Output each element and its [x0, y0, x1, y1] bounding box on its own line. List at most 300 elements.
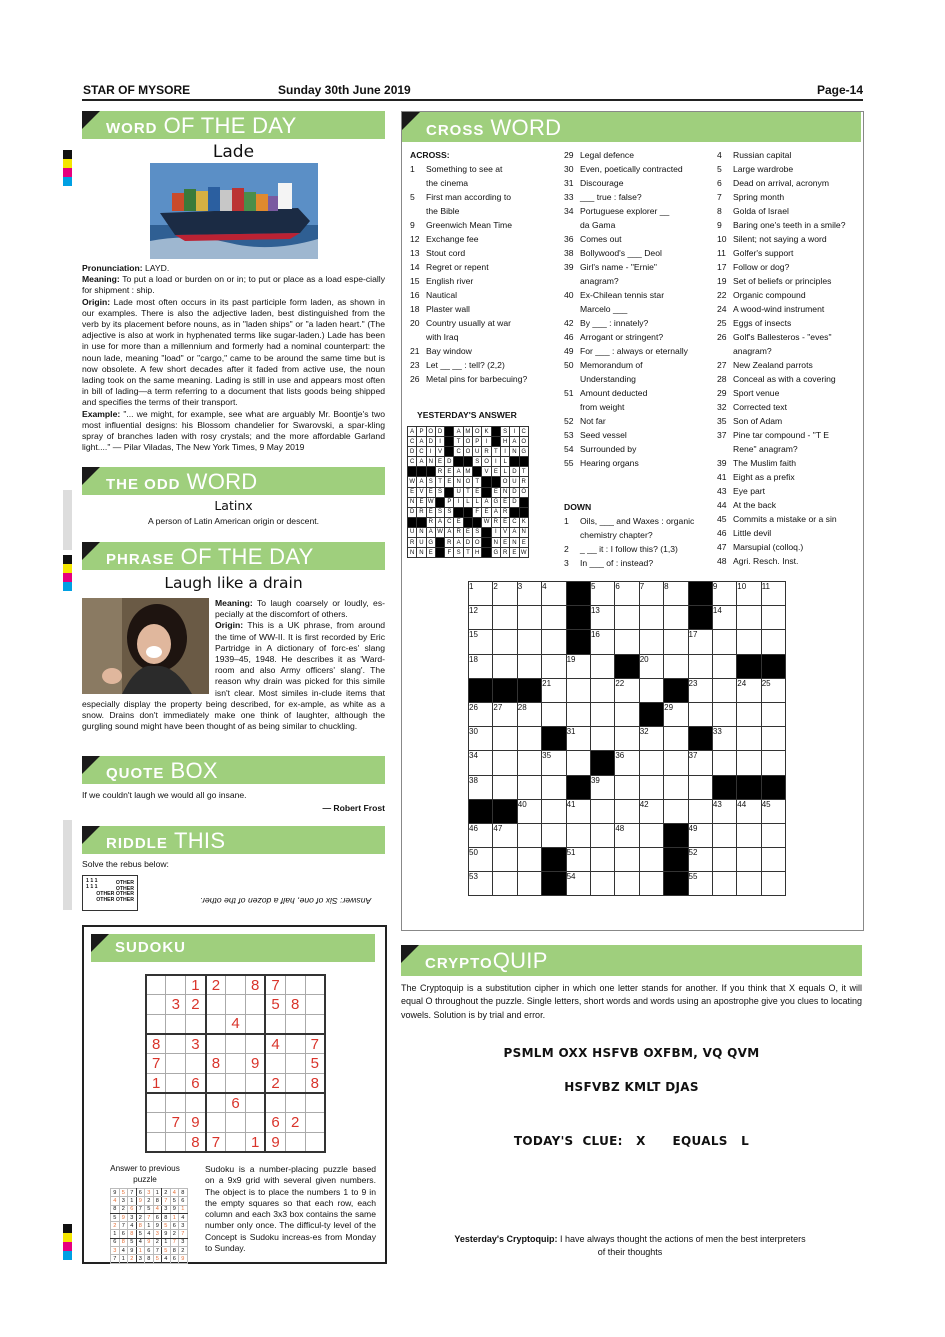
crossword-cell[interactable] — [712, 823, 736, 847]
crossword-cell[interactable] — [590, 872, 614, 896]
crossword-cell[interactable] — [664, 727, 688, 751]
clue-number: 23 — [410, 360, 420, 370]
clue-text: Seed vessel — [580, 430, 627, 440]
crossword-cell[interactable] — [688, 799, 712, 823]
answer-letter: O — [473, 538, 482, 548]
clue-line — [564, 372, 714, 386]
crossword-cell[interactable]: 32 — [639, 727, 663, 751]
sudoku-cell[interactable] — [166, 1034, 186, 1054]
crossword-cell[interactable] — [737, 727, 761, 751]
answer-cell: 2 — [136, 1213, 145, 1221]
crossword-cell[interactable]: 24 — [737, 678, 761, 702]
cryptoquip-desc: The Cryptoquip is a substitution cipher in which one letter stands for another. If you think that X equals O, it will equal O throughout the puzzle. Single letters, short words and words using an apostrophe give you clues to locating vowels. Solution is by trial and error. — [401, 983, 862, 1020]
crossword-cell[interactable] — [517, 606, 541, 630]
sudoku-cell[interactable] — [285, 1093, 305, 1113]
crossword-cell[interactable] — [639, 606, 663, 630]
crossword-cell[interactable]: 34 — [469, 751, 493, 775]
crossword-cell[interactable] — [517, 848, 541, 872]
crossword-cell[interactable]: 46 — [469, 823, 493, 847]
answer-letter: A — [417, 437, 426, 447]
answer-cell: 1 — [170, 1213, 179, 1221]
answer-letter: F — [445, 548, 454, 558]
crossword-cell[interactable]: 14 — [712, 606, 736, 630]
clue-number: 20 — [410, 318, 420, 328]
clue-line — [564, 542, 714, 556]
crossword-cell[interactable]: 45 — [761, 799, 785, 823]
across-clues-1 — [410, 162, 560, 386]
crossword-cell[interactable]: 44 — [737, 799, 761, 823]
sudoku-cell[interactable] — [186, 1014, 206, 1034]
answer-letter: I — [482, 437, 491, 447]
answer-cell: 5 — [111, 1213, 120, 1221]
black-square — [491, 437, 500, 447]
black-square — [435, 548, 444, 558]
crossword-cell[interactable] — [517, 630, 541, 654]
origin-text: Lade most often occurs in its past participle form laden, as shown in our examples. There is also the adjective laden, best distinguished from the verb by its placement before nouns, as in "laden ships" or "a laden heart." (The adjective is also at work in hyphenated terms like sugar-laden.) Lade has been in use for more than a millennium and formerly had a nominal counterpart: the noun lade, meaning "load" or "cargo," came to be around the same time but is now obsolete. A few short decades after it faded from active use, the noun lading took on the same meaning. Lading is still in use and appears most often in bill of lading—a term referring to a document that lists goods being shipped and specifies the terms of their transport. — [82, 296, 385, 408]
answer-cell: 7 — [119, 1222, 128, 1230]
crossword-cell[interactable] — [517, 654, 541, 678]
crossword-cell[interactable]: 29 — [664, 702, 688, 726]
answer-letter: N — [426, 457, 435, 467]
clue-number: 16 — [410, 290, 420, 300]
crossword-cell[interactable]: 25 — [761, 678, 785, 702]
sudoku-cell[interactable] — [166, 1073, 186, 1093]
clue-line — [564, 246, 714, 260]
crossword-cell[interactable] — [493, 727, 517, 751]
crossword-cell[interactable] — [639, 630, 663, 654]
crossword-cell[interactable]: 40 — [517, 799, 541, 823]
crossword-cell[interactable]: 37 — [688, 751, 712, 775]
phrase-meaning-label: Meaning: — [215, 598, 253, 608]
crossword-cell[interactable] — [542, 654, 566, 678]
crossword-cell[interactable] — [664, 775, 688, 799]
crossword-cell[interactable] — [542, 775, 566, 799]
clue-line — [564, 400, 714, 414]
crossword-cell[interactable] — [590, 799, 614, 823]
sudoku-cell[interactable] — [245, 1014, 265, 1034]
clue-line — [717, 456, 862, 470]
clue-text: Pine tar compound - "T E — [733, 430, 830, 440]
answer-letter: N — [408, 548, 417, 558]
crossword-cell[interactable]: 21 — [542, 678, 566, 702]
crossword-cell[interactable] — [542, 630, 566, 654]
sudoku-cell[interactable] — [206, 1034, 226, 1054]
crossword-cell[interactable] — [688, 654, 712, 678]
crossword-cell[interactable] — [493, 606, 517, 630]
answer-cell: 8 — [119, 1238, 128, 1246]
sudoku-cell[interactable] — [285, 1034, 305, 1054]
clue-line — [410, 162, 560, 176]
crossword-cell[interactable]: 2 — [493, 582, 517, 606]
answer-cell: 2 — [162, 1189, 171, 1197]
sudoku-cell[interactable] — [206, 1093, 226, 1113]
crossword-cell[interactable] — [761, 872, 785, 896]
phrase-banner — [82, 542, 385, 570]
crossword-cell[interactable] — [493, 872, 517, 896]
answer-cell: 2 — [145, 1197, 154, 1205]
crossword-cell[interactable]: 27 — [493, 702, 517, 726]
sudoku-cell[interactable] — [206, 1113, 226, 1133]
answer-letter: S — [435, 487, 444, 497]
crossword-cell[interactable]: 4 — [542, 582, 566, 606]
answer-letter: D — [435, 427, 444, 437]
crossword-cell[interactable] — [615, 630, 639, 654]
crossword-cell[interactable] — [639, 823, 663, 847]
crossword-cell[interactable]: 7 — [639, 582, 663, 606]
clue-number: 9 — [717, 220, 722, 230]
crossword-cell[interactable]: 33 — [712, 727, 736, 751]
crossword-cell[interactable] — [517, 751, 541, 775]
sudoku-cell[interactable] — [186, 1054, 206, 1074]
answer-letter: K — [519, 517, 528, 527]
clue-number: 50 — [564, 360, 574, 370]
crossword-cell[interactable]: 35 — [542, 751, 566, 775]
sudoku-cell[interactable] — [206, 1014, 226, 1034]
sudoku-cell[interactable] — [226, 1133, 246, 1153]
crossword-cell[interactable] — [664, 751, 688, 775]
crossword-cell[interactable]: 55 — [688, 872, 712, 896]
crossword-cell[interactable] — [737, 702, 761, 726]
crossword-cell[interactable] — [737, 823, 761, 847]
sudoku-cell[interactable] — [265, 1014, 285, 1034]
crossword-cell[interactable]: 8 — [664, 582, 688, 606]
crossword-cell[interactable]: 36 — [615, 751, 639, 775]
crossword-cell[interactable] — [737, 606, 761, 630]
crossword-cell[interactable] — [712, 630, 736, 654]
sudoku-cell[interactable] — [226, 1054, 246, 1074]
crossword-cell[interactable]: 20 — [639, 654, 663, 678]
crossword-cell[interactable]: 30 — [469, 727, 493, 751]
crossword-cell[interactable] — [615, 727, 639, 751]
clue-number: 1 — [564, 516, 569, 526]
crossword-cell[interactable]: 11 — [761, 582, 785, 606]
crossword-cell[interactable] — [712, 848, 736, 872]
crossword-cell[interactable]: 52 — [688, 848, 712, 872]
crossword-cell[interactable] — [566, 678, 590, 702]
sudoku-cell[interactable] — [245, 1113, 265, 1133]
sudoku-cell[interactable] — [305, 1014, 325, 1034]
crossword-cell[interactable] — [566, 751, 590, 775]
crossword-cell[interactable] — [493, 775, 517, 799]
clue-number: 8 — [717, 206, 722, 216]
clue-text: Golda of Israel — [733, 206, 789, 216]
answer-cell: 2 — [128, 1255, 137, 1263]
sudoku-cell[interactable] — [226, 1113, 246, 1133]
answer-letter: D — [510, 487, 519, 497]
crossword-cell[interactable] — [761, 606, 785, 630]
black-square — [542, 727, 566, 751]
sudoku-cell[interactable] — [285, 1133, 305, 1153]
phrase-banner-large: OF THE DAY — [180, 544, 314, 569]
answer-letter: A — [426, 527, 435, 537]
crossword-cell[interactable]: 1 — [469, 582, 493, 606]
sudoku-grid[interactable] — [145, 974, 326, 1153]
crossword-cell[interactable] — [615, 799, 639, 823]
crossword-cell[interactable] — [517, 775, 541, 799]
crossword-cell[interactable]: 18 — [469, 654, 493, 678]
crossword-cell[interactable]: 47 — [493, 823, 517, 847]
sudoku-cell[interactable] — [245, 1034, 265, 1054]
crossword-cell[interactable] — [493, 848, 517, 872]
crossword-cell[interactable]: 53 — [469, 872, 493, 896]
crossword-cell[interactable]: 12 — [469, 606, 493, 630]
crossword-cell[interactable] — [590, 678, 614, 702]
crossword-cell[interactable]: 9 — [712, 582, 736, 606]
crossword-cell[interactable]: 28 — [517, 702, 541, 726]
crossword-cell[interactable] — [615, 606, 639, 630]
sudoku-cell[interactable] — [166, 1093, 186, 1113]
crossword-cell[interactable] — [493, 654, 517, 678]
answer-cell: 7 — [128, 1189, 137, 1197]
crossword-cell[interactable] — [517, 823, 541, 847]
crossword-cell[interactable] — [664, 606, 688, 630]
clue-text: Organic compound — [733, 290, 806, 300]
sudoku-cell[interactable] — [146, 995, 166, 1015]
black-square — [445, 437, 454, 447]
crossword-cell[interactable] — [590, 823, 614, 847]
crossword-cell[interactable]: 49 — [688, 823, 712, 847]
sudoku-cell[interactable] — [265, 1054, 285, 1074]
wotd-word: Lade — [212, 142, 255, 162]
sudoku-cell[interactable] — [305, 975, 325, 995]
crossword-cell[interactable] — [712, 702, 736, 726]
crossword-cell[interactable] — [712, 654, 736, 678]
black-square — [519, 497, 528, 507]
clue-number: 36 — [564, 234, 574, 244]
clue-line — [717, 386, 862, 400]
sudoku-cell[interactable] — [285, 1014, 305, 1034]
answer-cell: 3 — [145, 1189, 154, 1197]
black-square — [445, 427, 454, 437]
sudoku-cell[interactable] — [305, 995, 325, 1015]
crossword-cell[interactable] — [737, 630, 761, 654]
answer-letter: I — [500, 447, 509, 457]
sudoku-cell[interactable] — [166, 975, 186, 995]
sudoku-cell: 9 — [186, 1113, 206, 1133]
clue-line — [410, 176, 560, 190]
answer-letter: D — [510, 467, 519, 477]
black-square — [445, 447, 454, 457]
sudoku-cell[interactable] — [146, 1113, 166, 1133]
crossword-cell[interactable]: 19 — [566, 654, 590, 678]
crossword-cell[interactable] — [664, 654, 688, 678]
answer-cell: 9 — [145, 1238, 154, 1246]
answer-letter: I — [510, 427, 519, 437]
answer-cell: 5 — [153, 1255, 162, 1263]
crossword-cell[interactable] — [517, 727, 541, 751]
crossword-cell[interactable] — [639, 751, 663, 775]
crossword-cell[interactable]: 3 — [517, 582, 541, 606]
crossword-cell[interactable] — [493, 630, 517, 654]
crossword-cell[interactable]: 48 — [615, 823, 639, 847]
answer-letter: E — [491, 487, 500, 497]
crossword-cell[interactable] — [615, 872, 639, 896]
sudoku-cell: 2 — [206, 975, 226, 995]
crossword-cell[interactable]: 51 — [566, 848, 590, 872]
crossword-cell[interactable] — [761, 751, 785, 775]
clue-text: Spring month — [733, 192, 785, 202]
answer-letter: R — [500, 507, 509, 517]
crossword-cell[interactable] — [712, 872, 736, 896]
crossword-cell[interactable] — [566, 823, 590, 847]
clue-line — [717, 470, 862, 484]
crossword-cell[interactable]: 31 — [566, 727, 590, 751]
sudoku-cell[interactable] — [226, 975, 246, 995]
crossword-cell[interactable]: 38 — [469, 775, 493, 799]
clue-number: 55 — [564, 458, 574, 468]
clue-line — [717, 358, 862, 372]
crossword-cell[interactable] — [590, 848, 614, 872]
crossword-cell[interactable] — [688, 775, 712, 799]
answer-cell: 6 — [119, 1230, 128, 1238]
crossword-cell[interactable]: 43 — [712, 799, 736, 823]
sudoku-cell[interactable] — [265, 1093, 285, 1113]
crossword-cell[interactable] — [542, 799, 566, 823]
black-square — [469, 678, 493, 702]
crossword-cell[interactable] — [639, 872, 663, 896]
crossword-cell[interactable] — [615, 848, 639, 872]
crossword-cell[interactable] — [542, 702, 566, 726]
sudoku-cell[interactable] — [226, 1034, 246, 1054]
crossword-cell[interactable] — [590, 702, 614, 726]
sudoku-cell[interactable] — [245, 1073, 265, 1093]
quote-banner-large: BOX — [170, 758, 218, 783]
crossword-cell[interactable]: 15 — [469, 630, 493, 654]
crossword-cell[interactable]: 42 — [639, 799, 663, 823]
answer-cell: 9 — [119, 1213, 128, 1221]
sudoku-cell[interactable] — [166, 1054, 186, 1074]
crossword-cell[interactable]: 50 — [469, 848, 493, 872]
crossword-cell[interactable]: 54 — [566, 872, 590, 896]
sudoku-cell[interactable] — [206, 1073, 226, 1093]
crossword-cell[interactable] — [615, 775, 639, 799]
crossword-cell[interactable] — [737, 848, 761, 872]
yesterday-cryptoquip-label: Yesterday's Cryptoquip: — [454, 1234, 558, 1244]
crossword-cell[interactable] — [761, 727, 785, 751]
crossword-cell[interactable] — [639, 678, 663, 702]
answer-letter: R — [482, 447, 491, 457]
crossword-cell[interactable] — [664, 630, 688, 654]
sudoku-cell[interactable] — [305, 1133, 325, 1153]
crossword-grid[interactable] — [468, 581, 786, 896]
crossword-cell[interactable]: 41 — [566, 799, 590, 823]
crossword-cell[interactable] — [712, 678, 736, 702]
answer-letter: R — [519, 477, 528, 487]
crossword-cell[interactable] — [761, 630, 785, 654]
crossword-cell[interactable]: 22 — [615, 678, 639, 702]
sudoku-cell[interactable] — [186, 1093, 206, 1113]
crossword-cell[interactable] — [517, 872, 541, 896]
sudoku-cell[interactable] — [226, 1073, 246, 1093]
answer-letter: E — [445, 467, 454, 477]
sudoku-cell[interactable] — [305, 1113, 325, 1133]
crossword-cell[interactable] — [761, 702, 785, 726]
sudoku-cell[interactable] — [285, 1054, 305, 1074]
clue-text: Conceal as with a covering — [733, 374, 836, 384]
clue-text: Large wardrobe — [733, 164, 794, 174]
black-square — [482, 487, 491, 497]
crossword-cell[interactable] — [542, 823, 566, 847]
sudoku-cell[interactable] — [285, 975, 305, 995]
sudoku-cell[interactable] — [166, 1014, 186, 1034]
clue-line — [410, 316, 560, 330]
crossword-cell[interactable] — [590, 727, 614, 751]
clue-text: Plaster wall — [426, 304, 470, 314]
sudoku-cell[interactable] — [226, 995, 246, 1015]
sudoku-cell[interactable] — [305, 1093, 325, 1113]
black-square — [454, 507, 463, 517]
sudoku-cell: 7 — [265, 975, 285, 995]
crossword-cell[interactable]: 39 — [590, 775, 614, 799]
answer-letter: E — [500, 497, 509, 507]
crossword-cell[interactable] — [639, 848, 663, 872]
sudoku-cell[interactable] — [285, 1073, 305, 1093]
crossword-cell[interactable] — [737, 751, 761, 775]
sudoku-cell[interactable] — [146, 1093, 166, 1113]
answer-letter: S — [426, 477, 435, 487]
crossword-cell[interactable]: 13 — [590, 606, 614, 630]
sudoku-cell[interactable] — [206, 995, 226, 1015]
sudoku-cell[interactable] — [146, 1014, 166, 1034]
answer-letter: A — [408, 427, 417, 437]
answer-cell: 4 — [162, 1255, 171, 1263]
clue-line — [717, 260, 862, 274]
answer-cell: 4 — [119, 1247, 128, 1255]
clue-line — [717, 540, 862, 554]
crossword-cell[interactable]: 5 — [590, 582, 614, 606]
clue-text: Bollywood's ___ Deol — [580, 248, 662, 258]
crossword-cell[interactable]: 16 — [590, 630, 614, 654]
clue-text: By ___ : innately? — [580, 318, 649, 328]
crossword-cell[interactable]: 17 — [688, 630, 712, 654]
answer-letter: H — [473, 548, 482, 558]
crossword-cell[interactable] — [493, 751, 517, 775]
clue-text: Commits a mistake or a sin — [733, 514, 837, 524]
clue-line — [410, 232, 560, 246]
clue-text: Follow or dog? — [733, 262, 790, 272]
crossword-cell[interactable] — [688, 702, 712, 726]
crossword-cell[interactable] — [639, 775, 663, 799]
answer-cell: 4 — [136, 1238, 145, 1246]
sudoku-cell[interactable] — [146, 975, 166, 995]
sudoku-cell[interactable] — [245, 1093, 265, 1113]
answer-cell: 6 — [153, 1213, 162, 1221]
clue-text: Son of Adam — [733, 416, 783, 426]
sudoku-cell[interactable] — [146, 1133, 166, 1153]
crossword-cell[interactable] — [737, 872, 761, 896]
crossword-cell[interactable] — [761, 848, 785, 872]
answer-letter: H — [500, 437, 509, 447]
crossword-cell[interactable] — [712, 751, 736, 775]
crossword-cell[interactable] — [615, 702, 639, 726]
crossword-cell[interactable] — [566, 702, 590, 726]
crossword-cell[interactable]: 6 — [615, 582, 639, 606]
crossword-cell[interactable]: 26 — [469, 702, 493, 726]
crossword-cell[interactable] — [542, 606, 566, 630]
crossword-cell[interactable] — [761, 823, 785, 847]
answer-letter: E — [473, 487, 482, 497]
answer-cell: 6 — [136, 1189, 145, 1197]
crossword-cell[interactable] — [664, 799, 688, 823]
answer-cell: 3 — [179, 1222, 188, 1230]
clue-text: Corrected text — [733, 402, 787, 412]
crossword-cell[interactable]: 10 — [737, 582, 761, 606]
crossword-cell[interactable] — [590, 654, 614, 678]
sudoku-cell[interactable] — [245, 995, 265, 1015]
crossword-cell[interactable]: 23 — [688, 678, 712, 702]
answer-cell: 3 — [179, 1238, 188, 1246]
sudoku-cell[interactable] — [166, 1133, 186, 1153]
